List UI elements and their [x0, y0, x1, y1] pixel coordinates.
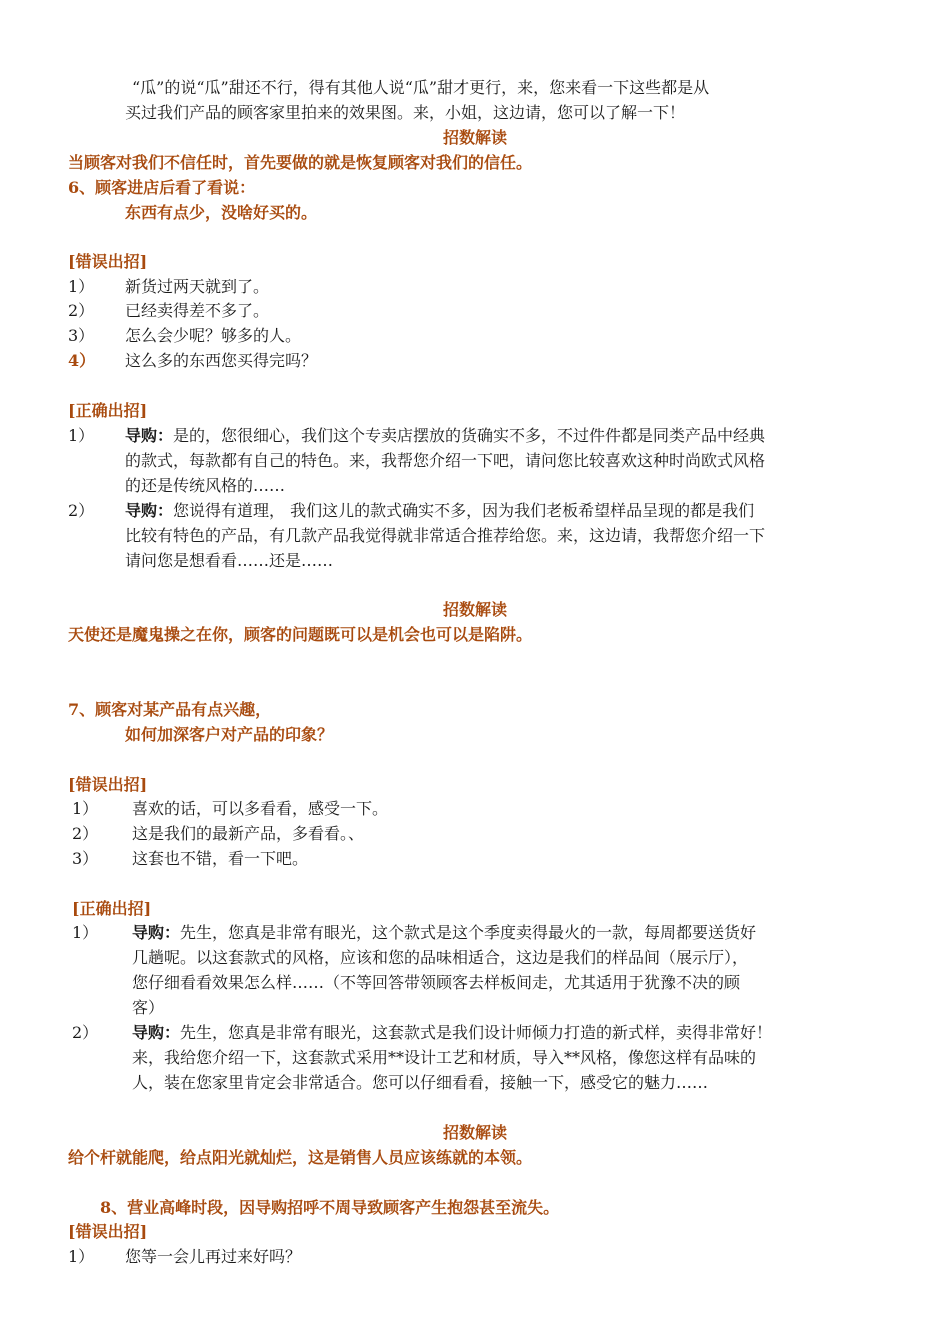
wrong-moves-label: [错误出招]: [68, 775, 148, 794]
item-number: 2）: [72, 824, 99, 843]
item-text-cont: 人，装在您家里肯定会非常适合。您可以仔细看看，接触一下，感受它的魅力……: [132, 1073, 709, 1092]
right-moves-label: [正确出招]: [68, 401, 148, 420]
section-title: 8、营业高峰时段，因导购招呼不周导致顾客产生抱怨甚至流失。: [100, 1198, 560, 1217]
analysis-text: 给个杆就能爬，给点阳光就灿烂，这是销售人员应该练就的本领。: [68, 1148, 533, 1167]
wrong-moves-label: [错误出招]: [68, 252, 148, 271]
guide-label: 导购：: [132, 1023, 181, 1042]
intro-line-1: “瓜”的说“瓜”甜还不行，得有其他人说“瓜”甜才更行，来，您来看一下这些都是从: [132, 78, 710, 97]
guide-label: 导购：: [125, 426, 174, 445]
item-text: 您说得有道理， 我们这儿的款式确实不多，因为我们老板希望样品呈现的都是我们: [173, 501, 755, 520]
item-number: 2）: [68, 301, 95, 320]
item-text-cont: 您仔细看看效果怎么样……（不等回答带领顾客去样板间走，尤其适用于犹豫不决的顾: [132, 973, 741, 992]
list-item: [125, 424, 765, 448]
section-quote: 东西有点少，没啥好买的。: [125, 203, 318, 222]
analysis-heading: 招数解读: [442, 128, 507, 147]
item-number: 3）: [68, 326, 95, 345]
item-text: 先生，您真是非常有眼光，这套款式是我们设计师倾力打造的新式样，卖得非常好！: [180, 1023, 773, 1042]
item-number: 1）: [68, 426, 95, 445]
item-number: 1）: [68, 1247, 95, 1266]
item-number: 1）: [68, 277, 95, 296]
list-item: [125, 499, 754, 523]
list-item: 这是我们的最新产品，多看看。、: [132, 824, 365, 843]
item-text: 是的，您很细心，我们这个专卖店摆放的货确实不多，不过件件都是同类产品中经典: [173, 426, 766, 445]
list-item: 新货过两天就到了。: [125, 277, 270, 296]
section-title: 7、顾客对某产品有点兴趣，: [68, 700, 272, 719]
item-text: 先生，您真是非常有眼光，这个款式是这个季度卖得最火的一款，每周都要送货好: [180, 923, 757, 942]
section-quote: 如何加深客户对产品的印象？: [125, 725, 334, 744]
item-number: 2）: [68, 501, 95, 520]
list-item: 怎么会少呢？够多的人。: [125, 326, 302, 345]
guide-label: 导购：: [132, 923, 181, 942]
list-item: 这么多的东西您买得完吗？: [125, 351, 318, 370]
section-title: 6、顾客进店后看了看说：: [68, 178, 256, 197]
item-text-cont: 的还是传统风格的……: [125, 476, 286, 495]
analysis-text: 天使还是魔鬼操之在你，顾客的问题既可以是机会也可以是陷阱。: [68, 625, 533, 644]
guide-label: 导购：: [125, 501, 174, 520]
analysis-text: 当顾客对我们不信任时，首先要做的就是恢复顾客对我们的信任。: [68, 153, 533, 172]
list-item: 喜欢的话，可以多看看，感受一下。: [132, 799, 389, 818]
item-number: 2）: [72, 1023, 99, 1042]
item-text-cont: 比较有特色的产品，有几款产品我觉得就非常适合推荐给您。来，这边请，我帮您介绍一下: [125, 526, 766, 545]
list-item: 已经卖得差不多了。: [125, 301, 270, 320]
item-text-cont: 几趟呢。以这套款式的风格，应该和您的品味相适合，这边是我们的样品间（展示厅），: [132, 948, 749, 967]
list-item: 您等一会儿再过来好吗？: [125, 1247, 302, 1266]
right-moves-label: [正确出招]: [72, 899, 152, 918]
item-number: 3）: [72, 849, 99, 868]
list-item: [132, 921, 756, 945]
item-text-cont: 来，我给您介绍一下，这套款式采用**设计工艺和材质，导入**风格，像您这样有品味的: [132, 1048, 757, 1067]
item-text-cont: 客）: [132, 998, 165, 1017]
item-number: 4）: [68, 351, 96, 370]
item-text-cont: 请问您是想看看……还是……: [125, 551, 334, 570]
item-number: 1）: [72, 923, 99, 942]
list-item: 这套也不错，看一下吧。: [132, 849, 309, 868]
analysis-heading: 招数解读: [442, 600, 507, 619]
wrong-moves-label: [错误出招]: [68, 1222, 148, 1241]
item-number: 1）: [72, 799, 99, 818]
list-item: [132, 1021, 772, 1045]
intro-line-2: 买过我们产品的顾客家里拍来的效果图。来，小姐，这边请，您可以了解一下！: [125, 103, 686, 122]
item-text-cont: 的款式，每款都有自己的特色。来，我帮您介绍一下吧，请问您比较喜欢这种时尚欧式风格: [125, 451, 766, 470]
analysis-heading: 招数解读: [442, 1123, 507, 1142]
